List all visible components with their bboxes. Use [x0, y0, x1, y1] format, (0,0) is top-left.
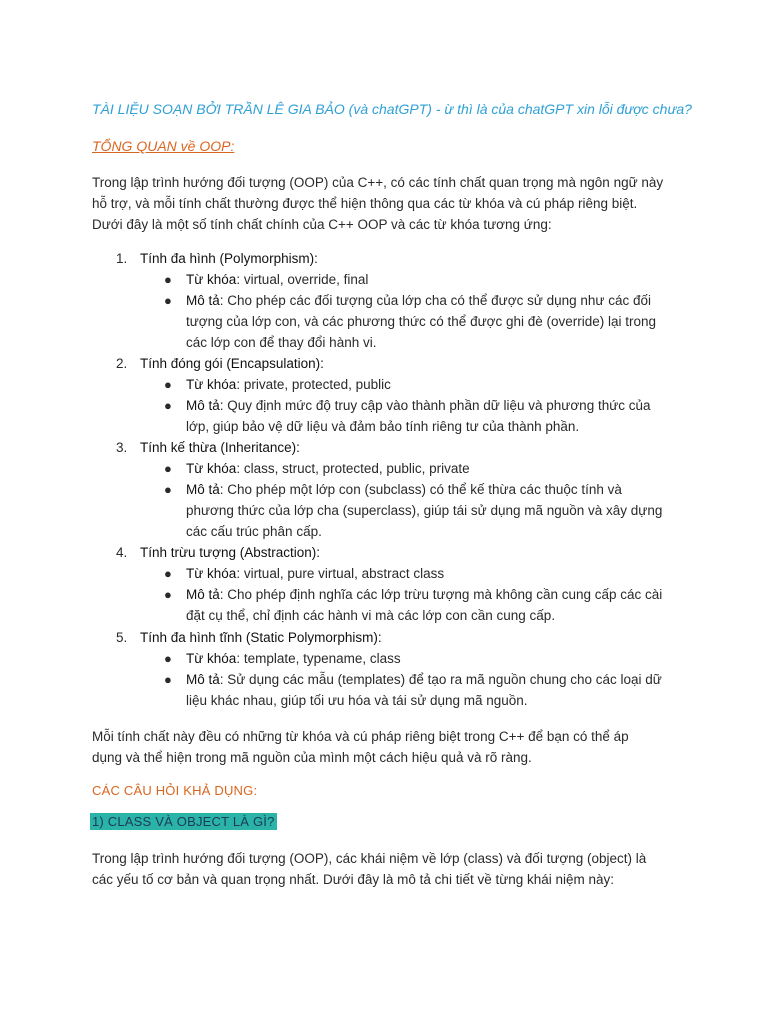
property-item-static-polymorphism [92, 627, 692, 711]
keywords-label: Từ khóa [186, 651, 237, 666]
summary-paragraph [92, 726, 692, 768]
document-title: TÀI LIỆU SOẠN BỞI TRẦN LÊ GIA BẢO (và chatGPT) - ừ thì là của chatGPT xin lỗi được chưa? [92, 101, 692, 117]
property-item-polymorphism [92, 248, 692, 353]
bullet-icon: ● [164, 651, 172, 666]
answer-line: các yếu tố cơ bản và quan trọng nhất. Dưới đây là mô tả chi tiết về từng khái niệm này: [92, 872, 615, 887]
keywords-bullet [92, 269, 692, 290]
property-name: Tính đa hình tĩnh (Static Polymorphism): [140, 630, 382, 645]
keywords-bullet [92, 374, 692, 395]
property-number: 2. [116, 356, 128, 371]
questions-heading: CÁC CÂU HỎI KHẢ DỤNG: [92, 783, 258, 798]
bullet-icon: ● [164, 377, 172, 392]
description-bullet: ● Mô tả: Sử dụng các mẫu (templates) để tạo ra mã nguồn chung cho các loại dữ liệu khác nhau, giúp tối ưu hóa và tái sử dụng mã nguồn. [92, 669, 692, 711]
keywords-value: : virtual, pure virtual, abstract class [236, 566, 445, 581]
summary-line: dụng và thể hiện trong mã nguồn của mình một cách hiệu quả và rõ ràng. [92, 750, 532, 765]
property-number: 1. [116, 251, 128, 266]
description-bullet: ● Mô tả: Cho phép một lớp con (subclass) có thể kế thừa các thuộc tính và phương thức của lớp cha (superclass), giúp tái sử dụng mã nguồn và xây dựng các cấu trúc phân cấp. [92, 479, 692, 542]
summary-line: Mỗi tính chất này đều có những từ khóa và cú pháp riêng biệt trong C++ để bạn có thể áp [92, 729, 629, 744]
property-name: Tính trừu tượng (Abstraction): [140, 545, 321, 560]
keywords-value: : private, protected, public [236, 377, 391, 392]
property-name: Tính kế thừa (Inheritance): [140, 440, 300, 455]
intro-paragraph [92, 172, 692, 235]
bullet-icon: ● [164, 587, 172, 602]
intro-line: Dưới đây là một số tính chất chính của C++ OOP và các từ khóa tương ứng: [92, 217, 552, 232]
description-label: Mô tả [186, 398, 220, 413]
keywords-label: Từ khóa [186, 461, 237, 476]
keywords-label: Từ khóa [186, 272, 237, 287]
description-bullet: ● Mô tả: Quy định mức độ truy cập vào thành phần dữ liệu và phương thức của lớp, giúp bảo vệ dữ liệu và đảm bảo tính riêng tư của thành phần. [92, 395, 692, 437]
keywords-value: : virtual, override, final [236, 272, 369, 287]
intro-line: Trong lập trình hướng đối tượng (OOP) của C++, có các tính chất quan trọng mà ngôn ngữ này [92, 175, 664, 190]
intro-line: hỗ trợ, và mỗi tính chất thường được thể hiện thông qua các từ khóa và cú pháp riêng biệt. [92, 196, 638, 211]
question-1-heading: 1) CLASS VÀ OBJECT LÀ GÌ? [92, 814, 275, 829]
property-item-encapsulation [92, 353, 692, 437]
description-bullet: ● Mô tả: Cho phép định nghĩa các lớp trừu tượng mà không cần cung cấp các cài đặt cụ thể, chỉ định các hành vi mà các lớp con cần cung cấp. [92, 584, 692, 626]
description-label: Mô tả [186, 672, 220, 687]
property-item-abstraction [92, 542, 692, 626]
bullet-icon: ● [164, 672, 172, 687]
property-item-inheritance [92, 437, 692, 542]
property-name: Tính đa hình (Polymorphism): [140, 251, 318, 266]
keywords-value: : class, struct, protected, public, private [236, 461, 470, 476]
description-label: Mô tả [186, 587, 220, 602]
property-number: 3. [116, 440, 128, 455]
keywords-label: Từ khóa [186, 566, 237, 581]
bullet-icon: ● [164, 482, 172, 497]
bullet-icon: ● [164, 272, 172, 287]
bullet-icon: ● [164, 398, 172, 413]
keywords-bullet [92, 648, 692, 669]
bullet-icon: ● [164, 293, 172, 308]
keywords-label: Từ khóa [186, 377, 237, 392]
bullet-icon: ● [164, 566, 172, 581]
answer-paragraph [92, 848, 692, 890]
description-label: Mô tả [186, 293, 220, 308]
property-number: 4. [116, 545, 128, 560]
property-number: 5. [116, 630, 128, 645]
keywords-value: : template, typename, class [236, 651, 401, 666]
overview-heading: TỔNG QUAN về OOP: [92, 138, 235, 154]
description-label: Mô tả [186, 482, 220, 497]
answer-line: Trong lập trình hướng đối tượng (OOP), các khái niệm về lớp (class) và đối tượng (object) là [92, 851, 647, 866]
keywords-bullet [92, 458, 692, 479]
description-bullet: ● Mô tả: Cho phép các đối tượng của lớp cha có thể được sử dụng như các đối tượng của lớp con, và các phương thức có thể được ghi đè (override) lại trong các lớp con để thay đổi hành vi. [92, 290, 692, 353]
keywords-bullet [92, 563, 692, 584]
property-name: Tính đóng gói (Encapsulation): [140, 356, 324, 371]
bullet-icon: ● [164, 461, 172, 476]
